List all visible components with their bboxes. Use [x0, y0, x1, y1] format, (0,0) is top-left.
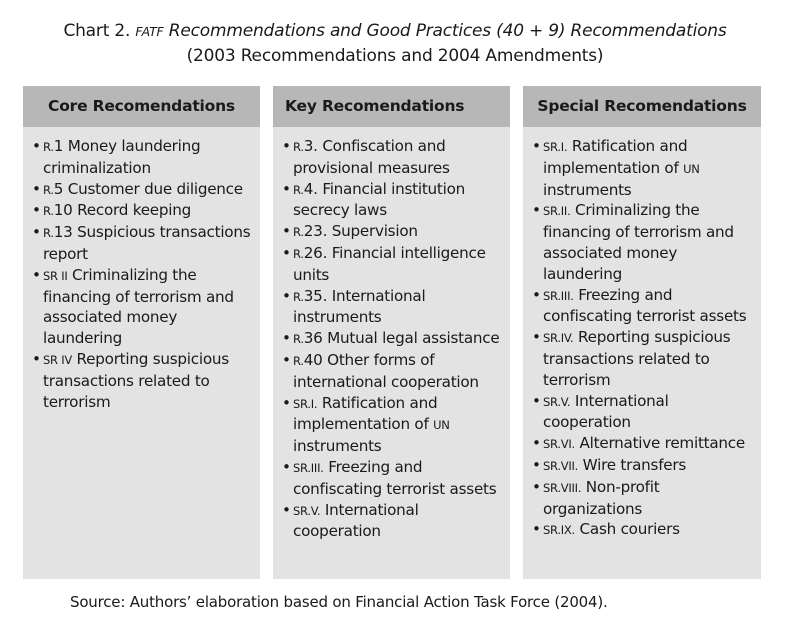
recommendation-code: SR.VII. [543, 458, 579, 473]
recommendation-abbr: UN [683, 161, 700, 176]
recommendation-code: R. [43, 140, 54, 154]
list-item [32, 179, 254, 201]
recommendation-code: SR IV [43, 352, 72, 367]
title-line-1 [0, 19, 790, 44]
recommendation-code: SR.VI. [543, 437, 575, 452]
recommendation-text: International cooperation [293, 500, 419, 541]
list-item [532, 285, 755, 328]
recommendation-text: Non-profit organizations [543, 477, 660, 518]
source-note: Source: Authors’ elaboration based on Financial Action Task Force (2004). [70, 593, 608, 611]
list-item [32, 136, 254, 179]
column-key-heading: Key Recomendations [273, 86, 510, 127]
title-main: Recommendations and Good Practices (40 + 9) Recommendations [168, 21, 727, 41]
recommendation-code: R. [43, 226, 54, 241]
recommendation-code: SR II [43, 268, 68, 283]
list-item [282, 457, 504, 500]
recommendation-code: SR.I. [293, 396, 318, 411]
list-item [532, 200, 755, 284]
recommendation-code: SR.I. [543, 140, 568, 154]
recommendation-text: Criminalizing the financing of terrorism and associated money laundering [43, 265, 234, 348]
recommendation-code: R. [293, 225, 304, 240]
recommendation-code: SR.IX. [543, 523, 575, 538]
recommendation-code: SR.II. [543, 204, 571, 219]
list-item [532, 136, 755, 200]
list-item [532, 391, 755, 434]
list-item [282, 243, 504, 286]
list-item [282, 350, 504, 393]
recommendation-code: R. [293, 289, 304, 304]
recommendation-code: R. [43, 182, 54, 197]
recommendation-code: R. [293, 182, 304, 197]
recommendation-code: SR.V. [293, 503, 321, 518]
column-special [523, 86, 761, 579]
recommendation-code: R. [43, 204, 54, 219]
recommendation-code: R. [293, 332, 304, 347]
list-item [282, 500, 504, 543]
recommendation-code: SR.IV. [543, 331, 574, 346]
list-item [532, 477, 755, 520]
title-subtitle: (2003 Recommendations and 2004 Amendments) [186, 46, 604, 66]
recommendation-text: 36 Mutual legal assistance [303, 329, 500, 348]
recommendation-code: SR.VIII. [543, 480, 582, 495]
recommendation-code: SR.III. [543, 288, 574, 303]
recommendation-text: 4. Financial institution secrecy laws [293, 179, 466, 220]
recommendation-text: Alternative remittance [574, 434, 745, 453]
title-prefix: Chart 2. [63, 21, 131, 41]
recommendation-text: Reporting suspicious transactions related to terrorism [43, 349, 229, 411]
list-item [282, 328, 504, 350]
column-key [273, 86, 510, 579]
column-special-heading: Special Recomendations [523, 86, 761, 127]
list-item [532, 433, 755, 455]
recommendation-text: 13 Suspicious transactions report [43, 223, 251, 263]
list-item [282, 393, 504, 457]
column-core [23, 86, 260, 579]
list-item [32, 265, 254, 349]
list-item [532, 327, 755, 390]
list-item [282, 136, 504, 179]
list-item [282, 221, 504, 243]
list-item [32, 222, 254, 265]
recommendation-text: International cooperation [543, 391, 669, 432]
recommendation-text: Ratification and implementation of [293, 393, 438, 434]
column-key-list [273, 127, 510, 542]
recommendation-code: SR.III. [293, 460, 324, 475]
list-item [282, 286, 504, 329]
recommendation-text: 23. Supervision [303, 222, 418, 241]
list-item [282, 179, 504, 222]
recommendation-text: 10 Record keeping [53, 201, 192, 220]
list-item [32, 200, 254, 222]
chart-title [0, 19, 790, 68]
column-special-list [523, 127, 761, 541]
recommendation-text: 26. Financial intelligence units [293, 243, 486, 284]
recommendation-text-tail: instruments [543, 180, 632, 199]
recommendation-text: 3. Confiscation and provisional measures [293, 137, 450, 177]
recommendation-text: 35. International instruments [293, 286, 426, 327]
list-item [32, 349, 254, 412]
recommendation-code: R. [293, 246, 304, 261]
recommendation-text: Freezing and confiscating terrorist assets [543, 285, 747, 326]
recommendation-text: Cash couriers [574, 520, 680, 539]
list-item [532, 519, 755, 541]
recommendation-code: SR.V. [543, 394, 571, 409]
recommendation-text-tail: instruments [293, 437, 382, 456]
recommendation-text: Reporting suspicious transactions related to terrorism [543, 328, 731, 389]
recommendation-text: Wire transfers [578, 455, 687, 474]
list-item [532, 455, 755, 477]
column-core-heading: Core Recomendations [23, 86, 260, 127]
recommendation-text: Freezing and confiscating terrorist assets [293, 457, 497, 498]
recommendation-text: 5 Customer due diligence [53, 179, 243, 198]
recommendation-text: Criminalizing the financing of terrorism and associated money laundering [543, 201, 734, 283]
column-core-list [23, 127, 260, 412]
title-abbr: FATF [135, 24, 164, 39]
recommendation-text: 1 Money laundering criminalization [43, 137, 201, 177]
recommendation-code: R. [293, 353, 304, 368]
recommendation-text: 40 Other forms of international cooperation [293, 350, 479, 391]
recommendation-code: R. [293, 140, 304, 154]
recommendation-text: Ratification and implementation of [543, 137, 688, 177]
recommendation-abbr: UN [433, 418, 450, 433]
